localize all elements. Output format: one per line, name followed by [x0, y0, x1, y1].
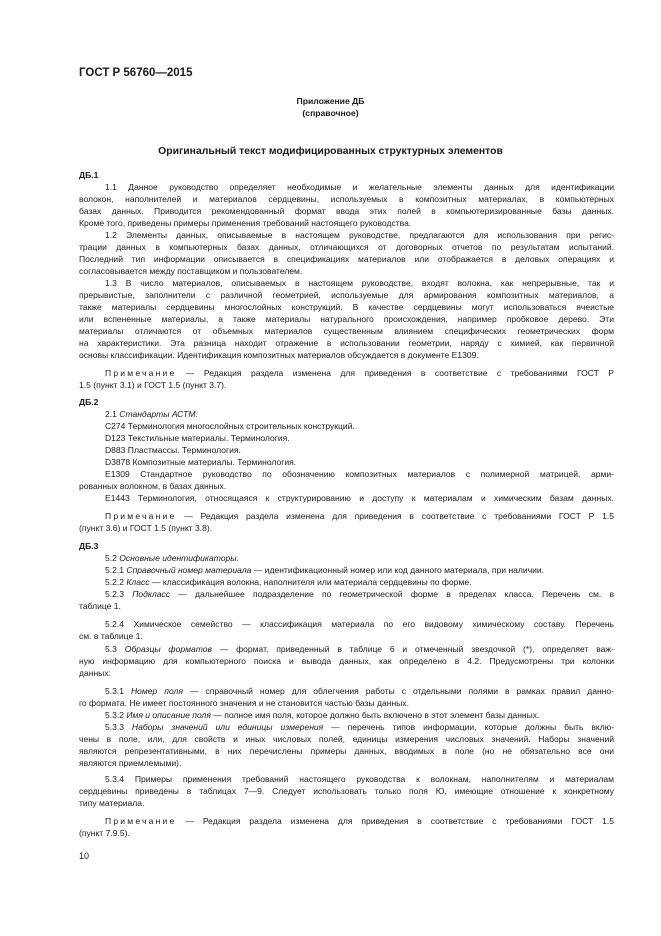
text-line: Примечание — Редакция раздела изменена для приведения в соответствие с требованиями ГОСТ Р	[105, 368, 614, 378]
text-line: 5.3.3 Наборы значений или единицы измерения — перечень типов информации, которые должны быть вклю-	[105, 722, 614, 732]
text-line: 5.2.1 Справочный номер материала — идентификационный номер или код данного материала, при наличии.	[105, 565, 545, 575]
text-line: согласовывается между поставщиком и пользователем.	[79, 266, 303, 276]
appendix-subtitle: (справочное)	[302, 108, 359, 118]
text-line: 5.2.3 Подкласс — дальнейшее подразделение по геометрической форме в пределах класса. Перечень см. в	[105, 589, 614, 599]
text-line: типу материала.	[79, 798, 145, 808]
text-line: го формата. Не имеет постоянного значения и не становится частью базы данных.	[79, 698, 409, 708]
text-line: трации данных в компьютерных базах данных, отличающихся от договорных отчетов по результатам испытаний.	[79, 242, 614, 252]
document-header: ГОСТ Р 56760—2015	[79, 67, 193, 79]
text-line: являются приемлемыми).	[79, 758, 182, 768]
text-line: С274 Терминология многослойных строительных конструкций.	[105, 421, 355, 431]
appendix-title: Приложение ДБ	[296, 96, 365, 106]
text-line: на характеристики. Эта разница находит отражение в использовании геометрии, наряду с химией, как первичной	[79, 338, 614, 348]
section-heading: ДБ.3	[79, 541, 99, 551]
text-line: 5.2 Основные идентификаторы.	[105, 553, 239, 563]
text-line: сердцевины приведены в таблицах 7—9. Следует использовать только поля Ю, имеющие отношение к конкретному	[79, 786, 614, 796]
text-line: 1.2 Элементы данных, описываемые в настоящем руководстве, предлагаются для использования при регис-	[105, 230, 614, 240]
text-line: 1.5 (пункт 3.1) и ГОСТ 1.5 (пункт 3.7).	[79, 380, 227, 390]
text-line: D123 Текстильные материалы. Терминология.	[105, 433, 290, 443]
text-line: также материалы сердцевины многослойных конструкций. В качестве сердцевины могут использоваться ячеистые	[79, 302, 614, 312]
text-line: D3878 Композитные материалы. Терминология.	[105, 457, 297, 467]
main-title: Оригинальный текст модифицированных структурных элементов	[158, 146, 503, 157]
text-line: (пункт 7.9.5).	[79, 828, 130, 838]
text-line: (пункт 3.6) и ГОСТ 1.5 (пункт 3.8).	[79, 523, 213, 533]
text-line: Примечание — Редакция раздела изменена для приведения в соответствие с требованиями ГОСТ 1.5	[105, 816, 614, 826]
section-heading: ДБ.2	[79, 397, 99, 407]
text-line: таблице 1.	[79, 601, 121, 611]
text-line: 2.1 Стандарты АСТМ:	[105, 409, 198, 419]
text-line: Е1309 Стандартное руководство по обозначению композитных материалов с полимерной матрицей, арми-	[105, 469, 614, 479]
text-line: Примечание — Редакция раздела изменена для приведения в соответствие с требованиями ГОСТ Р 1.5	[105, 511, 614, 521]
text-line: 5.3.2 Имя и описание поля — полное имя поля, которое должно быть включено в этот элемент базы данных.	[105, 710, 540, 720]
text-line: 1.3 В число материалов, описываемых в настоящем руководстве, входят волокна, как непрерывные, так и	[105, 278, 614, 288]
text-line: или вспененные материалы, а также материалы натурального происхождения, например пробковое дерево. Эти	[79, 314, 614, 324]
text-line: D883 Пластмассы. Терминология.	[105, 445, 241, 455]
text-line: основы классификации. Идентификация композитных материалов обсуждается в документе Е1309.	[79, 350, 479, 360]
text-line: 1.1 Данное руководство определяет необходимые и желательные элементы данных для идентификации	[105, 182, 614, 192]
text-line: рованных волокном, в базах данных.	[79, 481, 227, 491]
text-line: являются репрезентативными, в них перечислены примеры данных, вводимых в поле (но не обязательно все они	[79, 746, 614, 756]
page-number: 10	[79, 851, 90, 861]
text-line: базах данных. Приводится рекомендованный формат ввода этих полей в компьютеризированные базы данных.	[79, 206, 614, 216]
text-line: 5.3 Образцы форматов — формат, приведенный в таблице 6 и отмеченный звездочкой (*), определяет важ-	[105, 644, 614, 654]
text-line: 5.3.1 Номер поля — справочный номер для облегчения работы с отдельными полями в рамках правил данно-	[105, 686, 614, 696]
text-line: Е1443 Терминология, относящаяся к структурированию и доступу к материалам и химическим базам данных.	[105, 493, 614, 503]
text-line: 5.2.4 Химическое семейство — классификация материала по его видовому химическому составу. Перечень	[105, 619, 614, 629]
section-heading: ДБ.1	[79, 170, 99, 180]
text-line: прерывистые, заполнители с различной геометрией, используемые для армирования композитных материалов, а	[79, 290, 614, 300]
text-line: волокон, наполнителей и материалов сердцевины, используемых в композитных материалах, в компьютерных	[79, 194, 614, 204]
text-line: ную информацию для компьютерного поиска и вывода данных, как определено в 4.2. Предусмотрены три колонки	[79, 656, 614, 666]
text-line: Кроме того, приведены примеры применения требований настоящего руководства.	[79, 218, 412, 228]
text-line: материалы отличаются от объемных материалов существенным влиянием специфических геометрических форм	[79, 326, 614, 336]
text-line: Последний тип информации описывается в спецификациях материалов или отображается в деловых операциях и	[79, 254, 614, 264]
text-line: см. в таблице 1.	[79, 631, 143, 641]
text-line: чены в поле, или, для свойств и иных числовых полей, единицы измерения числовых значений. Наборы значений	[79, 734, 614, 744]
text-line: 5.3.4 Примеры применения требований настоящего руководства к волокнам, наполнителям и материалам	[105, 774, 614, 784]
text-line: данных:	[79, 668, 111, 678]
text-line: 5.2.2 Класс — классификация волокна, наполнителя или материала сердцевины по форме.	[105, 577, 472, 587]
